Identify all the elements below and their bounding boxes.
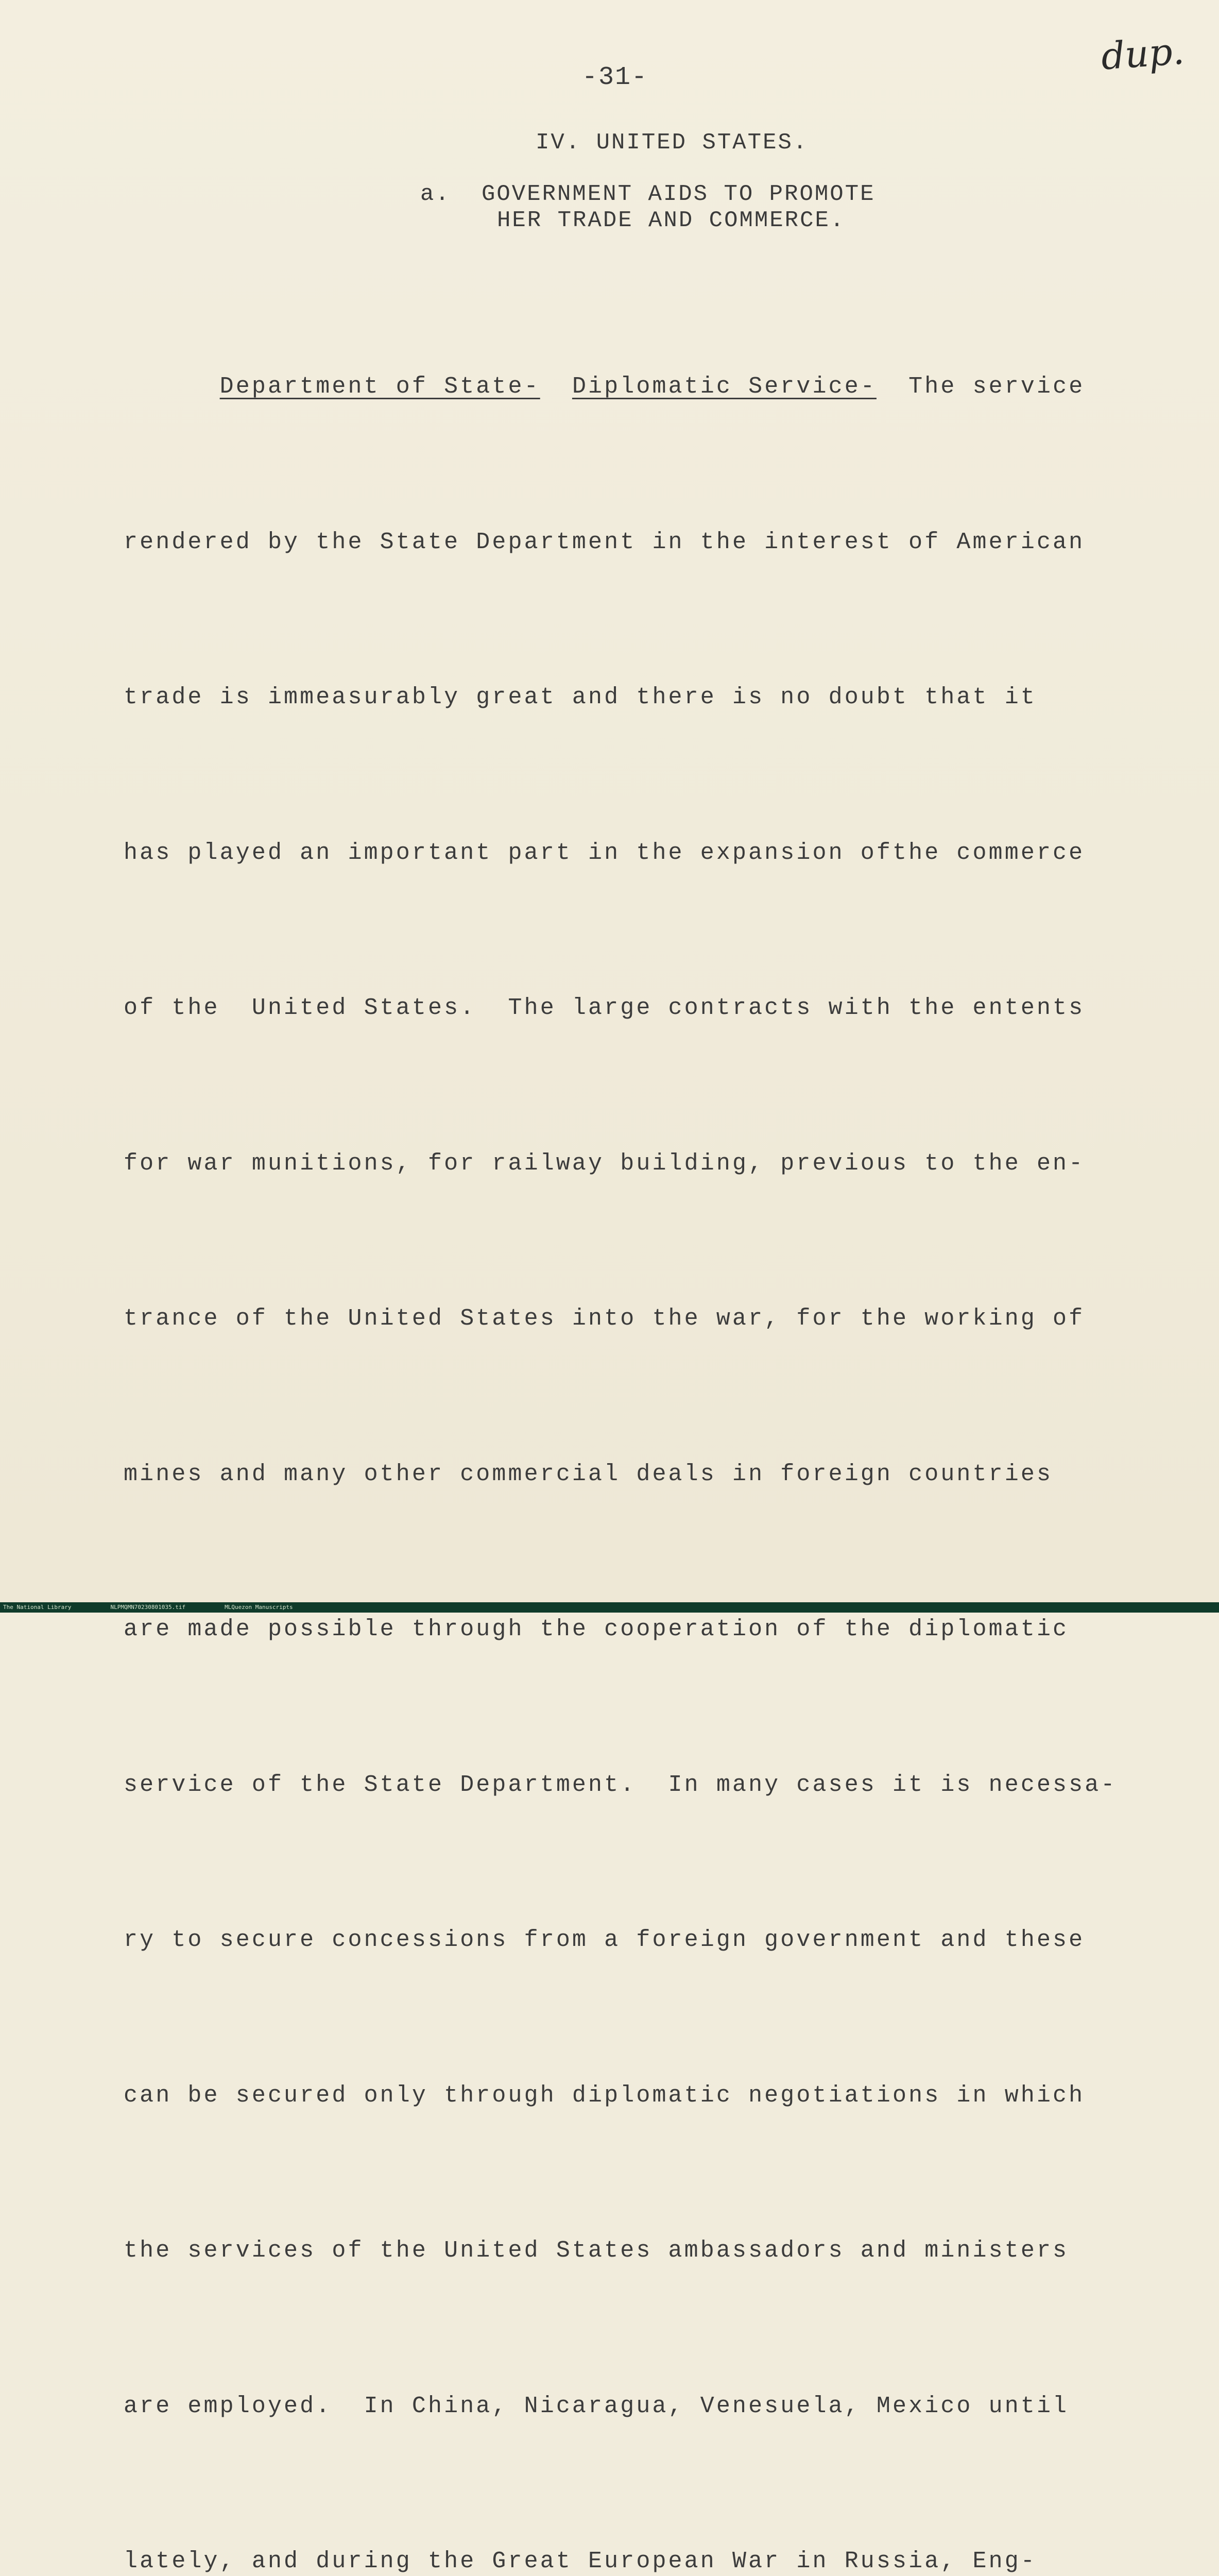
body-line: trance of the United States into the war, for the working of (124, 1306, 1085, 1332)
page-number: -31- (582, 63, 648, 92)
footer-library: The National Library (3, 1604, 72, 1611)
annotation-text: dup. (1100, 29, 1186, 78)
body-line: lately, and during the Great European War in Russia, Eng- (124, 2548, 1037, 2574)
body-line: trade is immeasurably great and there is no doubt that it (124, 684, 1037, 710)
inline-heading-department: Department of State- (219, 374, 540, 400)
handwritten-annotation (1100, 29, 1186, 104)
body-line: mines and many other commercial deals in foreign countries (124, 1461, 1053, 1487)
subsection-title-line-2: HER TRADE AND COMMERCE. (497, 208, 846, 233)
body-line: rendered by the State Department in the interest of American (124, 529, 1085, 555)
body-line: are employed. In China, Nicaragua, Venesuela, Mexico until (124, 2393, 1069, 2419)
body-line: for war munitions, for railway building, previous to the en- (124, 1150, 1085, 1177)
body-line: of the United States. The large contracts with the entents (124, 995, 1085, 1021)
body-first-line-text: The service (908, 374, 1085, 400)
body-line: ry to secure concessions from a foreign government and these (124, 1927, 1085, 1953)
subsection-title-line-1: GOVERNMENT AIDS TO PROMOTE (482, 181, 875, 207)
body-line: has played an important part in the expansion ofthe commerce (124, 839, 1085, 866)
body-line: the services of the United States ambassadors and ministers (124, 2238, 1069, 2264)
body-line: are made possible through the cooperation of the diplomatic (124, 1616, 1069, 1642)
inline-heading-service: Diplomatic Service- (572, 374, 877, 400)
subsection-marker: a. (420, 181, 451, 207)
body-paragraph (124, 258, 1143, 2576)
body-first-line (124, 361, 1143, 413)
body-line: can be secured only through diplomatic negotiations in which (124, 2082, 1085, 2109)
footer-collection: MLQuezon Manuscripts (225, 1604, 293, 1611)
footer-file: NLPMQMN70230801035.tif (110, 1604, 186, 1611)
section-heading: IV. UNITED STATES. (536, 130, 809, 156)
archive-footer-bar (0, 1602, 1219, 1613)
body-line: service of the State Department. In many cases it is necessa- (124, 1771, 1117, 1798)
